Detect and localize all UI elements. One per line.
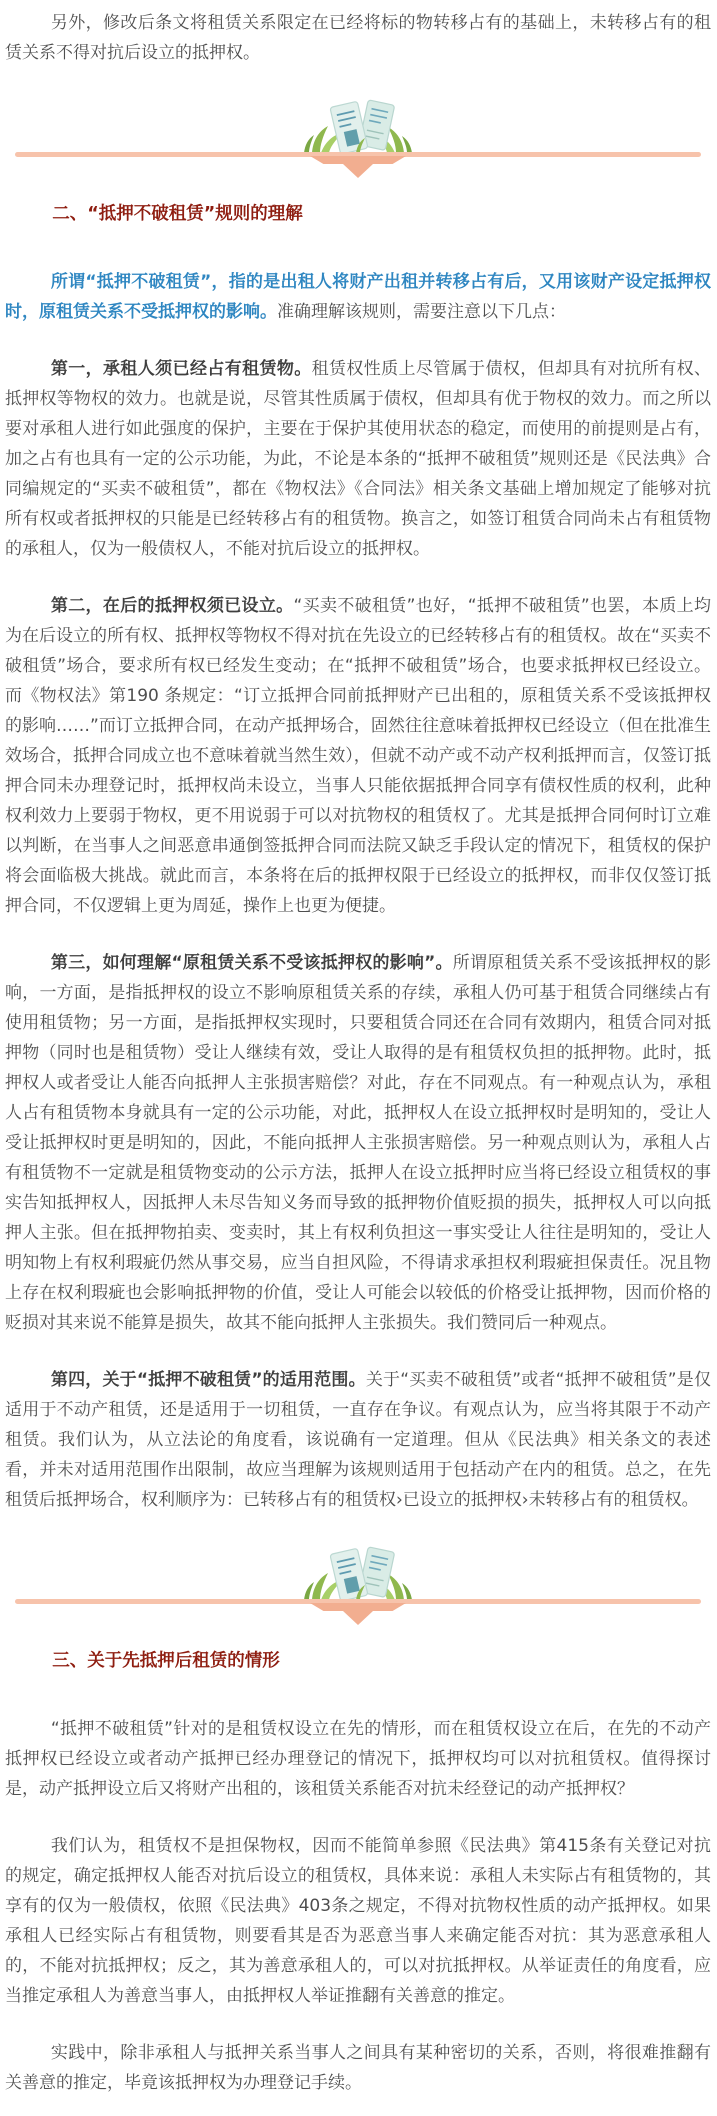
section-divider-1 <box>5 95 711 175</box>
point-2-lead: 第二，在后的抵押权须已设立。 <box>50 596 294 616</box>
blue-highlight-text: 所谓“抵押不破租赁”，指的是出租人将财产出租并转移占有后，又用该财产设定抵押权时，原租赁关系不受抵押权的影响。 <box>5 272 711 322</box>
grass-notes-icon <box>296 1543 420 1601</box>
section3-text-1: “抵押不破租赁”针对的是租赁权设立在先的情形，而在租赁权设立在后，在先的不动产抵押权已经设立或者动产抵押已经办理登记的情况下，抵押权均可以对抗租赁权。值得探讨是，动产抵押设立后又将财产出租的，该租赁关系能否对抗未经登记的动产抵押权？ <box>5 1719 711 1799</box>
point-3-lead: 第三，如何理解“原租赁关系不受该抵押权的影响”。 <box>50 953 453 973</box>
point-paragraph-3 <box>5 948 711 1338</box>
section3-paragraph-2 <box>5 1831 711 2011</box>
divider-notch <box>310 1603 406 1611</box>
section-divider-2 <box>5 1542 711 1622</box>
section3-text-2: 我们认为，租赁权不是担保物权，因而不能简单参照《民法典》第415条有关登记对抗的规定，确定抵押权人能否对抗后设立的租赁权，具体来说：承租人未实际占有租赁物的，其享有的仅为一般债权，依照《民法典》403条之规定，不得对抗物权性质的动产抵押权。如果承租人已经实际占有租赁物，则要看其是否为恶意当事人来确定能否对抗：其为恶意承租人的，不能对抗抵押权；反之，其为善意承租人的，可以对抗抵押权。从举证责任的角度看，应当推定承租人为善意当事人，由抵押权人举证推翻有关善意的推定。 <box>5 1836 711 2006</box>
section-heading-2: 二、“抵押不破租赁”规则的理解 <box>52 204 303 224</box>
point-3-text: 所谓原租赁关系不受该抵押权的影响，一方面，是指抵押权的设立不影响原租赁关系的存续，承租人仍可基于租赁合同继续占有使用租赁物；另一方面，是指抵押权实现时，只要租赁合同还在合同有效期内，租赁合同对抵押物（同时也是租赁物）受让人继续有效，受让人取得的是有租赁权负担的抵押物。此时，抵押权人或者受让人能否向抵押人主张损害赔偿？对此，存在不同观点。有一种观点认为，承租人占有租赁物本身就具有一定的公示功能，对此，抵押权人在设立抵押权时是明知的，受让人受让抵押权时更是明知的，因此，不能向抵押人主张损害赔偿。另一种观点则认为，承租人占有租赁物不一定就是租赁物变动的公示方法，抵押人在设立抵押时应当将已经设立租赁权的事实告知抵押权人，因抵押人未尽告知义务而导致的抵押物价值贬损的损失，抵押权人可以向抵押人主张。但在抵押物拍卖、变卖时，其上有权利负担这一事实受让人往往是明知的，受让人明知物上有权利瑕疵仍然从事交易，应当自担风险，不得请求承担权利瑕疵担保责任。况且物上存在权利瑕疵也会影响抵押物的价值，受让人可能会以较低的价格受让抵押物，因而价格的贬损对其来说不能算是损失，故其不能向抵押人主张损失。我们赞同后一种观点。 <box>5 953 711 1333</box>
point-paragraph-2 <box>5 591 711 921</box>
divider-down-arrow-icon <box>343 164 373 178</box>
intro-paragraph <box>5 8 711 68</box>
section3-paragraph-1 <box>5 1714 711 1804</box>
grass-notes-icon <box>296 96 420 154</box>
intro-text: 另外，修改后条文将租赁关系限定在已经将标的物转移占有的基础上，未转移占有的租赁关系不得对抗后设立的抵押权。 <box>5 13 711 63</box>
lead-rest-text: 准确理解该规则，需要注意以下几点： <box>277 302 566 322</box>
section3-paragraph-3 <box>5 2038 711 2098</box>
point-1-text: 租赁权性质上尽管属于债权，但却具有对抗所有权、抵押权等物权的效力。也就是说，尽管其性质属于债权，但却具有优于物权的效力。而之所以要对承租人进行如此强度的保护，主要在于保护其使用状态的稳定，而使用的前提则是占有，加之占有也具有一定的公示功能，为此，不论是本条的“抵押不破租赁”规则还是《民法典》合同编规定的“买卖不破租赁”，都在《物权法》《合同法》相关条文基础上增加规定了能够对抗所有权或者抵押权的只能是已经转移占有的租赁物。换言之，如签订租赁合同尚未占有租赁物的承租人，仅为一般债权人，不能对抗后设立的抵押权。 <box>5 359 712 559</box>
point-paragraph-1 <box>5 354 711 564</box>
point-2-text: “买卖不破租赁”也好，“抵押不破租赁”也罢，本质上均为在后设立的所有权、抵押权等物权不得对抗在先设立的已经转移占有的租赁权。故在“买卖不破租赁”场合，要求所有权已经发生变动；在“抵押不破租赁”场合，也要求抵押权已经设立。而《物权法》第190 条规定：“订立抵押合同前抵押财产已出租的，原租赁关系不受该抵押权的影响……”而订立抵押合同，在动产抵押场合，固然往往意味着抵押权已经设立（但在批准生效场合，抵押合同成立也不意味着就当然生效），但就不动产或不动产权利抵押而言，仅签订抵押合同未办理登记时，抵押权尚未设立，当事人只能依据抵押合同享有债权性质的权利，此种权利效力上要弱于物权，更不用说弱于可以对抗物权的租赁权了。尤其是抵押合同何时订立难以判断，在当事人之间恶意串通倒签抵押合同而法院又缺乏手段认定的情况下，租赁权的保护将会面临极大挑战。就此而言，本条将在后的抵押权限于已经设立的抵押权，而非仅仅签订抵押合同，不仅逻辑上更为周延，操作上也更为便捷。 <box>5 596 711 916</box>
point-4-text: 关于“买卖不破租赁”或者“抵押不破租赁”是仅适用于不动产租赁，还是适用于一切租赁，一直存在争议。有观点认为，应当将其限于不动产租赁。我们认为，从立法论的角度看，该说确有一定道理。但从《民法典》相关条文的表述看，并未对适用范围作出限制，故应当理解为该规则适用于包括动产在内的租赁。总之，在先租赁后抵押场合，权利顺序为：已转移占有的租赁权›已设立的抵押权›未转移占有的租赁权。 <box>5 1370 711 1510</box>
point-paragraph-4 <box>5 1365 711 1515</box>
divider-down-arrow-icon <box>343 1611 373 1625</box>
point-4-lead: 第四，关于“抵押不破租赁”的适用范围。 <box>50 1370 366 1390</box>
section2-lead-paragraph <box>5 267 711 327</box>
section3-text-3: 实践中，除非承租人与抵押关系当事人之间具有某种密切的关系，否则，将很难推翻有关善意的推定，毕竟该抵押权为办理登记手续。 <box>5 2043 711 2093</box>
divider-notch <box>310 156 406 164</box>
point-1-lead: 第一，承租人须已经占有租赁物。 <box>50 359 312 379</box>
section-heading-3: 三、关于先抵押后租赁的情形 <box>52 1651 280 1671</box>
